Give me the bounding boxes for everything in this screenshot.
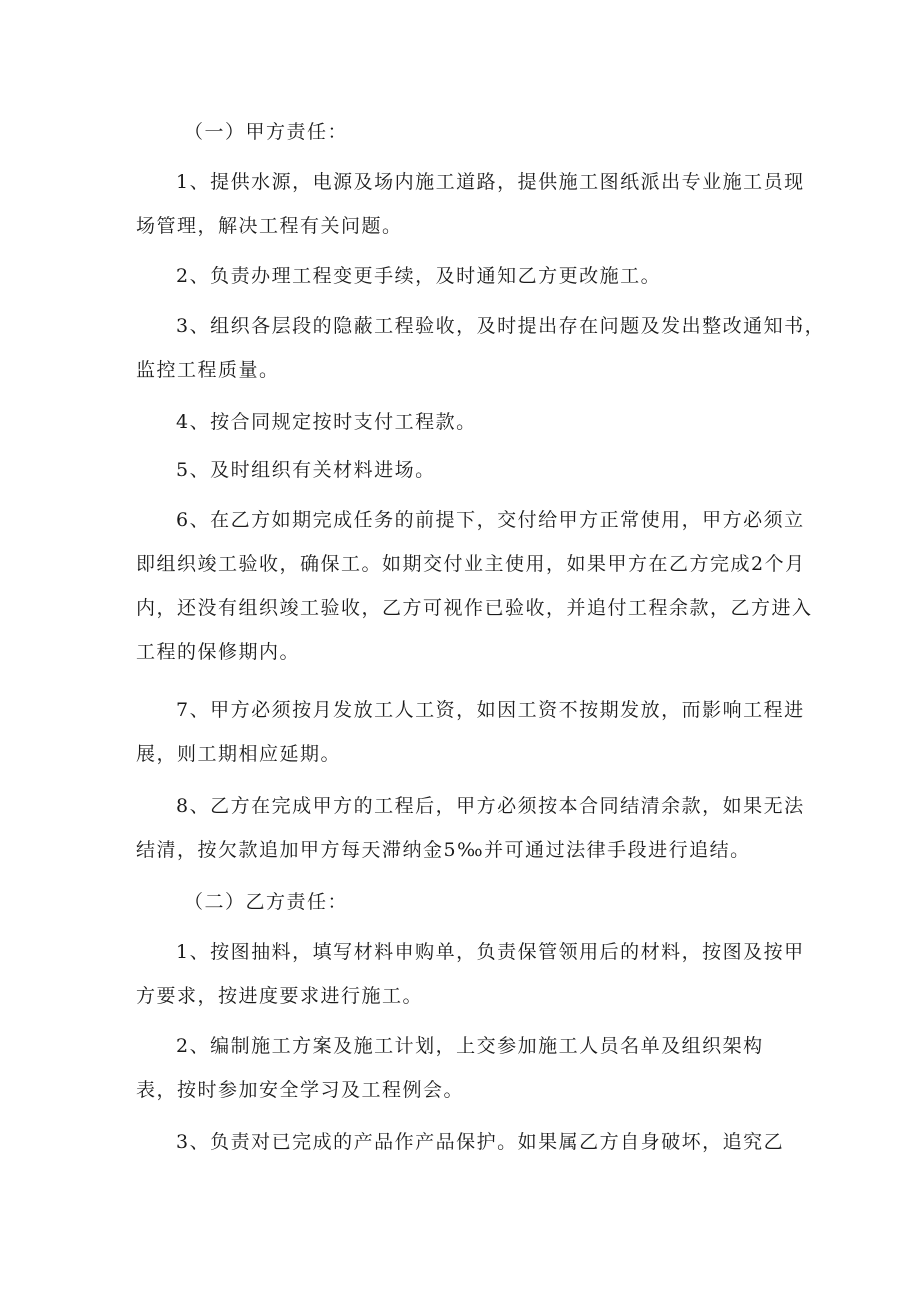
section1-item-3: 3、组织各层段的隐蔽工程验收，及时提出存在问题及发出整改通知书， 监控工程质量。 (136, 315, 826, 381)
section1-item-7: 7、甲方必须按月发放工人工资，如因工资不按期发放，而影响工程进 展，则工期相应延期。 (136, 699, 805, 765)
section1-item-8: 8、乙方在完成甲方的工程后，甲方必须按本合同结清余款，如果无法 结清，按欠款追加甲方每天滞纳金5‰并可通过法律手段进行追结。 (136, 795, 805, 861)
section2-heading: （二）乙方责任： (184, 891, 349, 913)
section2-item-2: 2、编制施工方案及施工计划，上交参加施工人员名单及组织架构 表，按时参加安全学习及工程例会。 (136, 1035, 764, 1101)
section1-item-6: 6、在乙方如期完成任务的前提下，交付给甲方正常使用，甲方必须立 即组织竣工验收，确保工。如期交付业主使用，如果甲方在乙方完成2个月 内，还没有组织竣工验收，乙方可视作已验收，并追付工程余款，乙方进入 工程的保修期内。 (136, 509, 813, 663)
section2-item-1: 1、按图抽料，填写材料申购单，负责保管领用后的材料，按图及按甲 方要求，按进度要求进行施工。 (136, 941, 805, 1007)
section1-item-5: 5、及时组织有关材料进场。 (176, 459, 436, 481)
section1-item-1: 1、提供水源，电源及场内施工道路，提供施工图纸派出专业施工员现 场管理，解决工程有关问题。 (136, 171, 805, 237)
section1-heading: （一）甲方责任： (184, 121, 349, 143)
section1-item-4: 4、按合同规定按时支付工程款。 (176, 411, 477, 433)
section2-item-3: 3、负责对已完成的产品作产品保护。如果属乙方自身破坏，追究乙 (176, 1131, 785, 1153)
section1-item-2: 2、负责办理工程变更手续，及时通知乙方更改施工。 (176, 265, 662, 287)
